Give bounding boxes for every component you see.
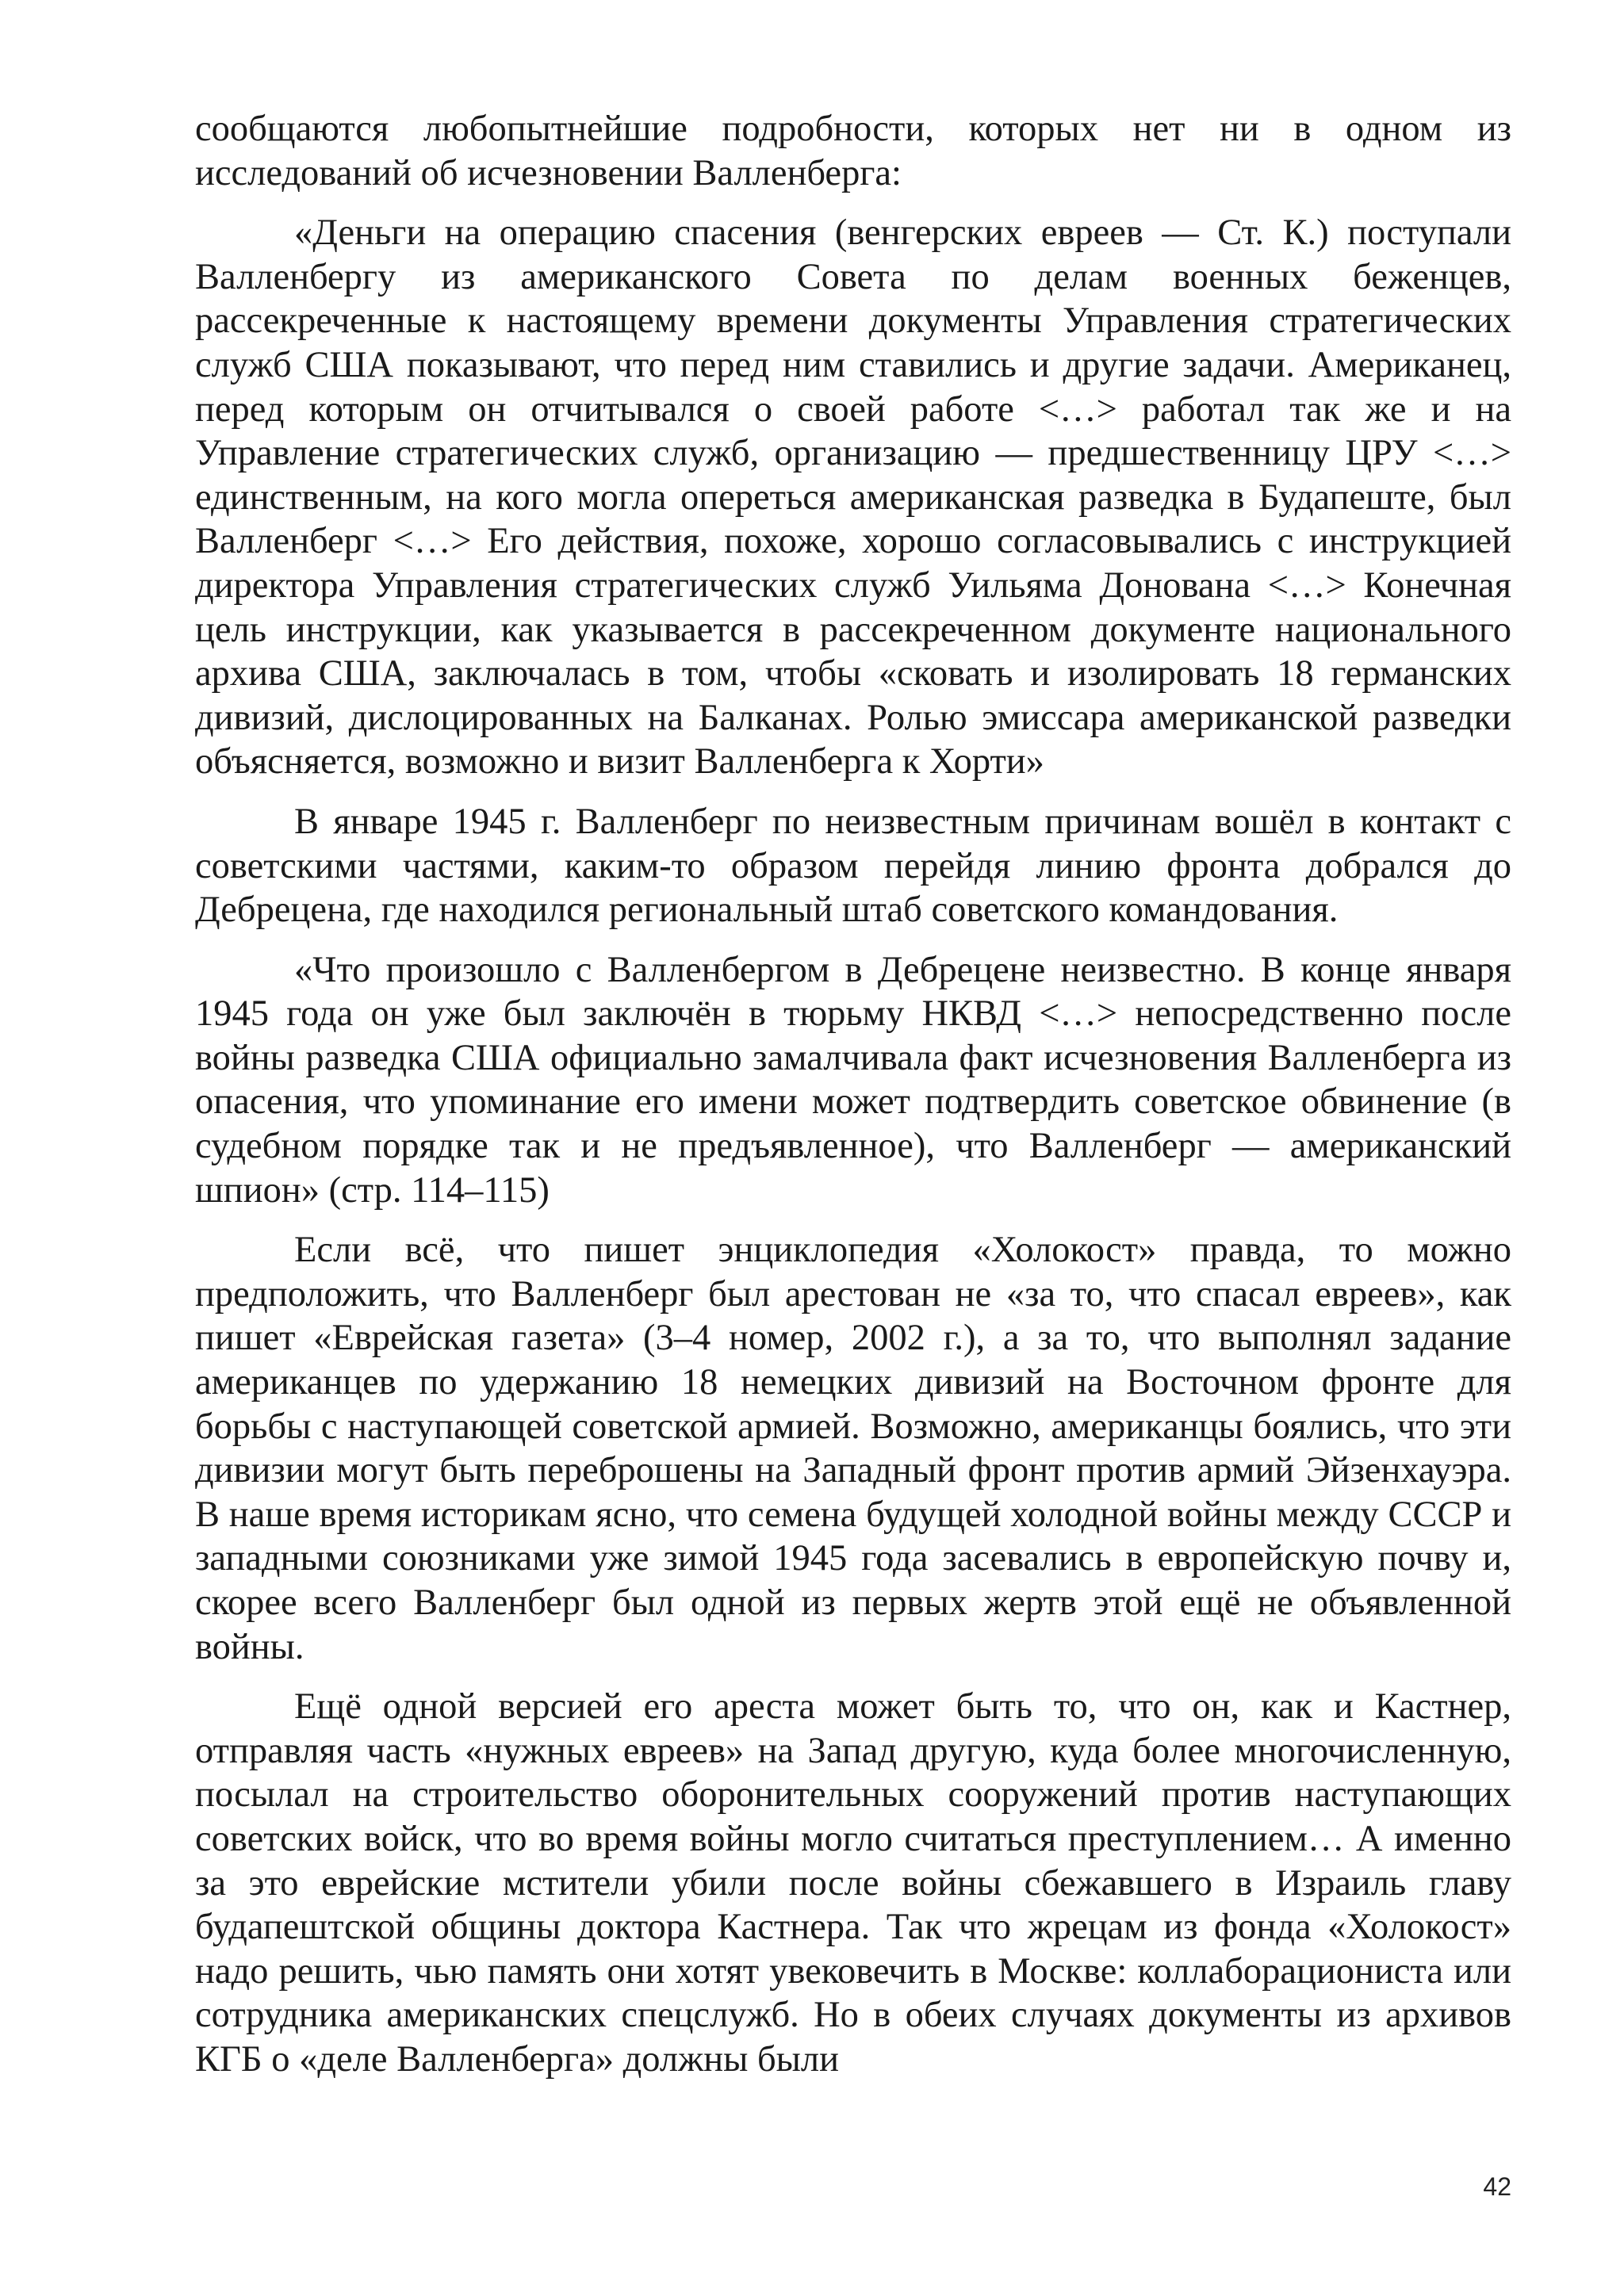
paragraph-quote-wallenberg-funding: «Деньги на операцию спасения (венгерских евреев — Ст. К.) поступали Валленбергу из американского Совета по делам военных беженцев, рассекреченные к настоящему времени документы Управления стратегических служб США показывают, что перед ним ставились и другие задачи. Американец, перед которым он отчитывался о своей работе <…> работал так же и на Управление стратегических служб, организацию — предшественницу ЦРУ <…> единственным, на кого могла опереться американская разведка в Будапеште, был Валленберг <…> Его действия, похоже, хорошо согласовывались с инструкцией директора Управления стратегических служб Уильяма Донована <…> Конечная цель инструкции, как указывается в рассекреченном документе национального архива США, заключалась в том, чтобы «сковать и изолировать 18 германских дивизий, дислоцированных на Балканах. Ролью эмиссара американской разведки объясняется, возможно и визит Валленберга к Хорти» [195,212,1511,783]
paragraph-holocaust-encyclopedia: Если всё, что пишет энциклопедия «Холокост» правда, то можно предположить, что Валленберг был арестован не «за то, что спасал евреев», как пишет «Еврейская газета» (3–4 номер, 2002 г.), а за то, что выполнял задание американцев по удержанию 18 немецких дивизий на Восточном фронте для борьбы с наступающей советской армией. Возможно, американцы боялись, что эти дивизии могут быть переброшены на Западный фронт против армий Эйзенхауэра. В наше время историкам ясно, что семена будущей холодной войны между СССР и западными союзниками уже зимой 1945 года засевались в европейскую почву и, скорее всего Валленберг был одной из первых жертв этой ещё не объявленной войны. [195,1230,1511,1667]
paragraph-continuation: сообщаются любопытнейшие подробности, которых нет ни в одном из исследований об исчезновении Валленберга: [195,109,1511,193]
page-body [195,107,1511,2098]
page-number: 42 [1483,2172,1511,2201]
paragraph-another-version: Ещё одной версией его ареста может быть то, что он, как и Кастнер, отправляя часть «нужных евреев» на Запад другую, куда более многочисленную, посылал на строительство оборонительных сооружений против наступающих советских войск, что во время войны могло считаться преступлением… А именно за это еврейские мстители убили после войны сбежавшего в Израиль главу будапештской общины доктора Кастнера. Так что жрецам из фонда «Холокост» надо решить, чью память они хотят увековечить в Москве: коллаборациониста или сотрудника американских спецслужб. Но в обеих случаях документы из архивов КГБ о «деле Валленберга» должны были [195,1686,1511,2080]
paragraph-january-1945: В январе 1945 г. Валленберг по неизвестным причинам вошёл в контакт с советскими частями, каким-то образом перейдя линию фронта добрался до Дебрецена, где находился региональный штаб советского командования. [195,801,1511,931]
paragraph-quote-debrecen: «Что произошло с Валленбергом в Дебрецене неизвестно. В конце января 1945 года он уже был заключён в тюрьму НКВД <…> непосредственно после войны разведка США официально замалчивала факт исчезновения Валленберга из опасения, что упоминание его имени может подтвердить советское обвинение (в судебном порядке так и не предъявленное), что Валленберг — американский шпион» (стр. 114–115) [195,949,1511,1211]
